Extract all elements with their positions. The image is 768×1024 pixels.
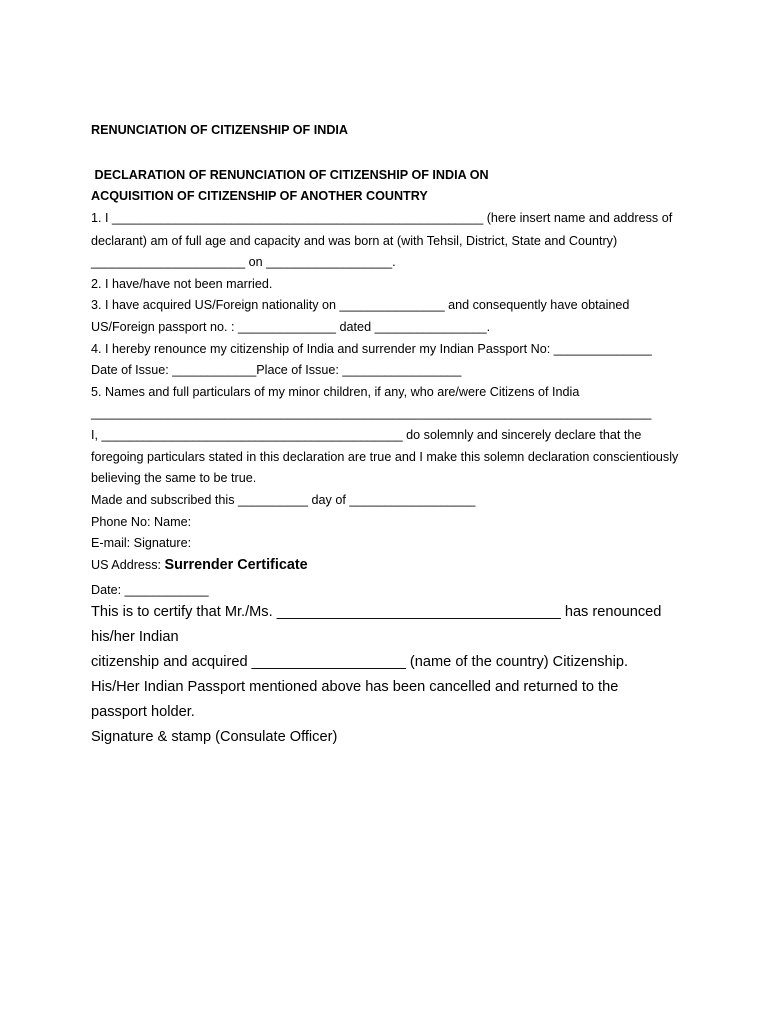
- us-address-label: US Address:: [91, 558, 165, 572]
- certificate-signature-line: Signature & stamp (Consulate Officer): [91, 729, 338, 745]
- declaration-line: I, ___________________________________________ do solemnly and sincerely declare that the: [91, 428, 642, 442]
- surrender-certificate-heading: Surrender Certificate: [164, 557, 308, 573]
- declaration-heading-line-2: ACQUISITION OF CITIZENSHIP OF ANOTHER COUNTRY: [91, 189, 428, 203]
- declaration-line: Made and subscribed this __________ day of __________________: [91, 493, 476, 507]
- email-signature-line: E-mail: Signature:: [91, 536, 192, 550]
- declaration-line: 3. I have acquired US/Foreign nationality on _______________ and consequently have obtained: [91, 298, 630, 312]
- us-address-line: [91, 557, 308, 573]
- declaration-line: 2. I have/have not been married.: [91, 277, 273, 291]
- declaration-line: 4. I hereby renounce my citizenship of India and surrender my Indian Passport No: ______________: [91, 342, 652, 356]
- blank-line: ________________________________________________________________________________: [91, 406, 652, 420]
- declaration-line: 5. Names and full particulars of my minor children, if any, who are/were Citizens of India: [91, 385, 580, 399]
- document-title: RENUNCIATION OF CITIZENSHIP OF INDIA: [91, 123, 349, 137]
- certificate-line: citizenship and acquired ___________________ (name of the country) Citizenship.: [91, 654, 629, 670]
- declaration-line: ______________________ on __________________.: [91, 255, 396, 269]
- declaration-line: 1. I _____________________________________________________ (here insert name and address of: [91, 211, 673, 225]
- declaration-line: declarant) am of full age and capacity and was born at (with Tehsil, District, State and Country): [91, 234, 618, 248]
- declaration-line: believing the same to be true.: [91, 471, 257, 485]
- certificate-line: His/Her Indian Passport mentioned above has been cancelled and returned to the: [91, 679, 619, 695]
- certificate-line: passport holder.: [91, 704, 195, 720]
- declaration-line: US/Foreign passport no. : ______________ dated ________________.: [91, 320, 491, 334]
- certificate-line: This is to certify that Mr./Ms. ___________________________________ has renounced: [91, 604, 662, 620]
- declaration-heading-line-1: DECLARATION OF RENUNCIATION OF CITIZENSHIP OF INDIA ON: [91, 168, 489, 182]
- declaration-line: foregoing particulars stated in this declaration are true and I make this solemn declaration conscientiously: [91, 450, 679, 464]
- date-line: Date: ____________: [91, 583, 209, 597]
- certificate-line: his/her Indian: [91, 629, 179, 645]
- declaration-line: Date of Issue: ____________Place of Issue: _________________: [91, 363, 462, 377]
- phone-name-line: Phone No: Name:: [91, 515, 192, 529]
